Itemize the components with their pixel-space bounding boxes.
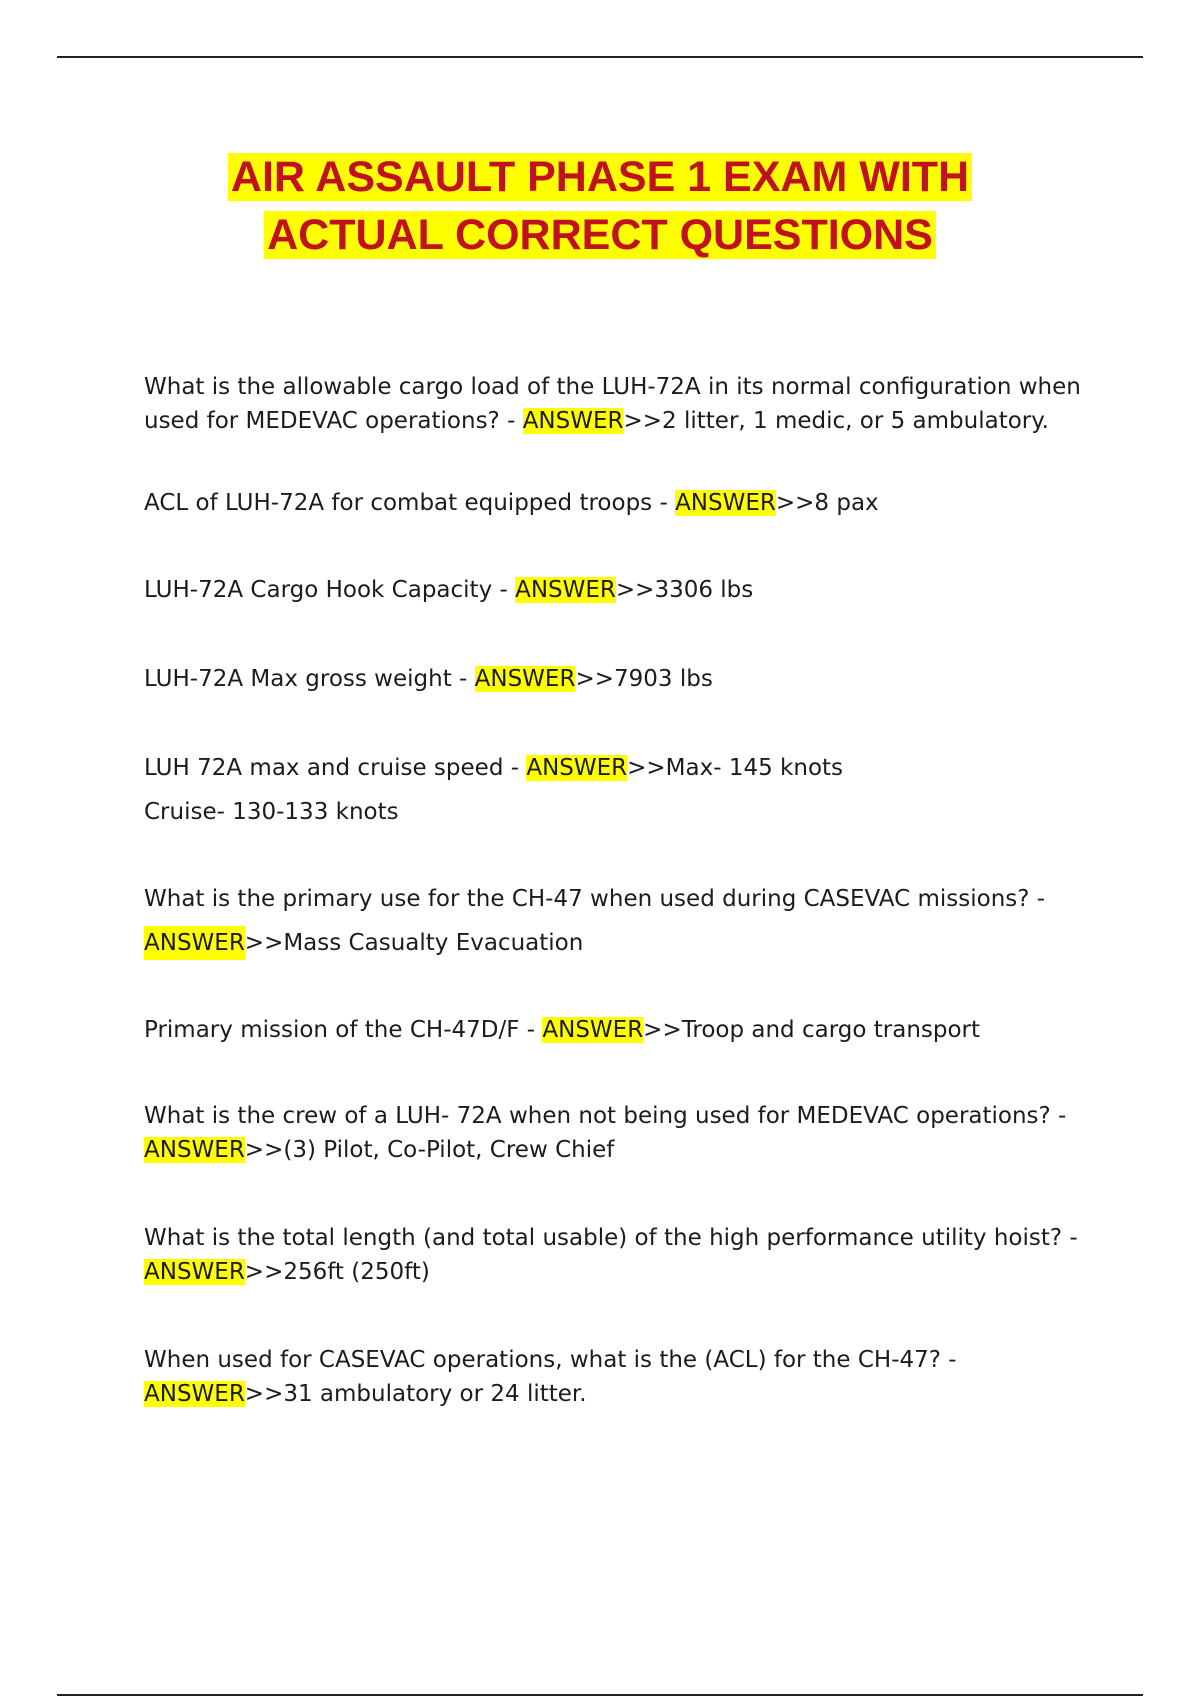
question-text: LUH-72A Max gross weight - <box>144 666 475 692</box>
question-text: When used for CASEVAC operations, what is the (ACL) for the CH-47? - <box>144 1347 957 1373</box>
answer-label: ANSWER <box>526 755 628 781</box>
answer-label: ANSWER <box>522 408 624 434</box>
question-text: What is the total length (and total usable) of the high performance utility hoist? - <box>144 1225 1078 1251</box>
qa-item-6 <box>144 882 1104 960</box>
answer-text: >>8 pax <box>775 490 879 516</box>
answer-continuation: Cruise- 130-133 knots <box>144 799 399 825</box>
question-text: What is the allowable cargo load of the LUH-72A in its normal configuration when used for MEDEVAC operations? - <box>144 374 1081 434</box>
answer-text: >>2 litter, 1 medic, or 5 ambulatory. <box>623 408 1049 434</box>
answer-text: >>256ft (250ft) <box>244 1259 430 1285</box>
question-text: LUH 72A max and cruise speed - <box>144 755 527 781</box>
question-text: LUH-72A Cargo Hook Capacity - <box>144 577 516 603</box>
qa-item-9 <box>144 1221 1104 1289</box>
answer-label: ANSWER <box>515 577 616 603</box>
answer-text: >>Max- 145 knots <box>627 755 844 781</box>
title-line-2: ACTUAL CORRECT QUESTIONS <box>264 211 936 259</box>
qa-list <box>144 370 1104 1411</box>
answer-label: ANSWER <box>144 1137 245 1163</box>
answer-text: >>7903 lbs <box>575 666 713 692</box>
qa-item-1 <box>144 370 1104 438</box>
answer-label: ANSWER <box>542 1017 644 1043</box>
answer-label: ANSWER <box>144 1259 245 1285</box>
question-text: What is the crew of a LUH- 72A when not being used for MEDEVAC operations? - <box>144 1103 1067 1129</box>
bottom-rule <box>57 1694 1143 1696</box>
answer-text: >>Troop and cargo transport <box>643 1017 981 1043</box>
question-text: What is the primary use for the CH-47 when used during CASEVAC missions? - <box>144 886 1046 912</box>
answer-text: >>3306 lbs <box>615 577 754 603</box>
qa-item-8 <box>144 1099 1104 1167</box>
answer-text: >>31 ambulatory or 24 litter. <box>244 1381 587 1407</box>
answer-label: ANSWER <box>144 926 245 960</box>
title-line-1: AIR ASSAULT PHASE 1 EXAM WITH <box>228 153 972 201</box>
answer-label: ANSWER <box>675 490 776 516</box>
question-text: ACL of LUH-72A for combat equipped troops - <box>144 490 676 516</box>
answer-text: >>Mass Casualty Evacuation <box>244 930 584 956</box>
qa-item-2 <box>144 486 1104 520</box>
qa-item-3 <box>144 573 1104 607</box>
answer-text: >>(3) Pilot, Co-Pilot, Crew Chief <box>244 1137 615 1163</box>
question-text: Primary mission of the CH-47D/F - <box>144 1017 543 1043</box>
answer-label: ANSWER <box>144 1381 245 1407</box>
qa-item-4 <box>144 662 1104 696</box>
qa-item-5 <box>144 751 1104 829</box>
top-rule <box>57 56 1143 58</box>
document-title <box>0 148 1200 264</box>
answer-label: ANSWER <box>474 666 576 692</box>
qa-item-7 <box>144 1013 1104 1047</box>
qa-item-10 <box>144 1343 1104 1411</box>
